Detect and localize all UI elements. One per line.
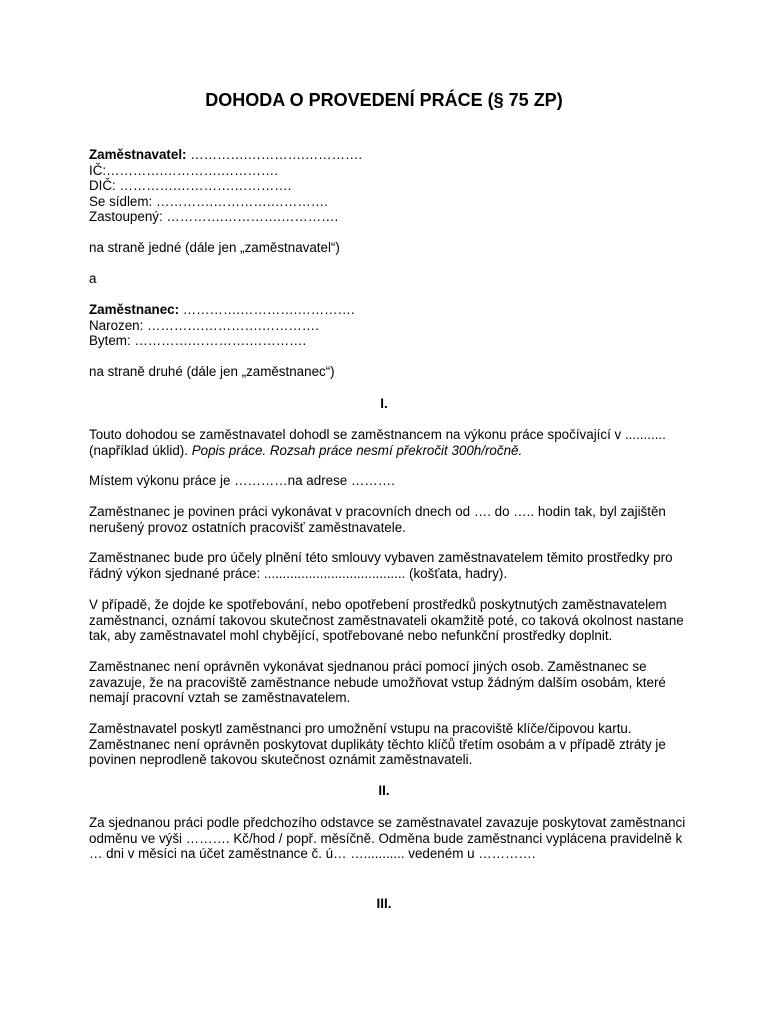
employer-seat: Se sídlem: ………….………….………….: [89, 193, 328, 209]
employer-block: [89, 147, 689, 225]
section-1-paragraph-4: [89, 550, 689, 581]
section-2-paragraph-1: [89, 815, 689, 862]
section-1-paragraph-5: [89, 597, 689, 644]
section-1-paragraph-2: [89, 473, 689, 489]
first-party-text: na straně jedné (dále jen „zaměstnavatel“): [89, 240, 340, 255]
work-description-note: Popis práce. Rozsah práce nesmí překročit 300h/ročně.: [191, 442, 523, 458]
employer-value: ………….………….………….: [186, 147, 363, 162]
paragraph-line: Zaměstnanec je povinen práci vykonávat v pracovních dnech od …. do ….. hodin tak, byl zajištěn: [89, 504, 666, 519]
paragraph-line: Zaměstnanec není oprávněn poskytovat duplikáty těchto klíčů třetím osobám a v případě ztráty je: [89, 736, 666, 752]
section-1-heading: I.: [380, 396, 388, 411]
paragraph-line: Zaměstnanec není oprávněn vykonávat sjednanou práci pomocí jiných osob. Zaměstnanec se: [89, 659, 647, 674]
employee-birth: Narozen: ………….………….………….: [89, 317, 319, 333]
section-1-paragraph-6: [89, 659, 689, 706]
employee-value: ………….………….………….: [179, 302, 355, 317]
employee-line: [89, 302, 689, 318]
and-separator: [89, 271, 689, 287]
employee-address: Bytem: ………….………….………….: [89, 333, 307, 348]
paragraph-line: [89, 443, 689, 459]
employer-dic: DIČ: ………….………….………….: [89, 178, 292, 193]
paragraph-line: řádný výkon sjednané práce: ...................................... (košťata, hadry).: [89, 565, 508, 581]
paragraph-line: Zaměstnavatel poskytl zaměstnanci pro umožnění vstupu na pracoviště klíče/čipovou kartu.: [89, 721, 632, 736]
paragraph-line: … dni v měsíci na účet zaměstnance č. ú… …........... vedeném u ………….: [89, 846, 536, 861]
paragraph-line: nemají pracovní vztah se zaměstnavatelem.: [89, 690, 351, 705]
paragraph-line: Zaměstnanec bude pro účely plnění této smlouvy vybaven zaměstnavatelem těmito prostředky pro: [89, 550, 673, 565]
section-1-paragraph-7: [89, 721, 689, 768]
example-text: (například úklid).: [89, 442, 192, 458]
paragraph-line: odměnu ve výši ………. Kč/hod / popř. měsíčně. Odměna bude zaměstnanci vyplácena pravidelně k: [89, 830, 683, 846]
paragraph-line: zaměstnanci, oznámí takovou skutečnost zaměstnavateli okamžitě poté, co taková okolnost nastane: [89, 612, 684, 628]
paragraph-line: Za sjednanou práci podle předchozího odstavce se zaměstnavatel zavazuje poskytovat zaměstnanci: [89, 815, 686, 830]
section-3-heading: III.: [376, 896, 392, 911]
paragraph-line: povinen neprodleně takovou skutečnost oznámit zaměstnavateli.: [89, 752, 473, 767]
paragraph-line: nerušený provoz ostatních pracovišť zaměstnavatele.: [89, 519, 406, 535]
second-party-text: na straně druhé (dále jen „zaměstnanec“): [89, 364, 335, 379]
paragraph-line: tak, aby zaměstnavatel mohl chybějící, spotřebované nebo nefunkční prostředky doplnit.: [89, 628, 613, 643]
employer-line: [89, 147, 689, 163]
section-1-paragraph-3: [89, 504, 689, 535]
employer-label: Zaměstnavatel:: [89, 147, 187, 162]
paragraph-line: zavazuje, že na pracoviště zaměstnance nebude umožňovat vstup žádným dalším osobám, které: [89, 674, 666, 690]
employer-ic: IČ:………….………….………….: [89, 162, 278, 178]
employee-label: Zaměstnanec:: [89, 302, 180, 317]
section-1-paragraph-1: [89, 427, 689, 458]
first-party-note: [89, 240, 689, 256]
paragraph-line: Místem výkonu práce je …………na adrese ……….: [89, 473, 395, 488]
paragraph-line: V případě, že dojde ke spotřebování, nebo opotřebení prostředků poskytnutých zaměstnavatelem: [89, 597, 667, 612]
and-text: a: [89, 271, 97, 286]
employer-representative: Zastoupený: ………….………….………….: [89, 209, 339, 224]
paragraph-line: Touto dohodou se zaměstnavatel dohodl se zaměstnancem na výkonu práce spočívající v ...........: [89, 427, 666, 442]
section-2-heading: II.: [378, 783, 390, 798]
employee-block: [89, 302, 689, 349]
document-title: DOHODA O PROVEDENÍ PRÁCE (§ 75 ZP): [205, 90, 563, 110]
second-party-note: [89, 364, 689, 380]
